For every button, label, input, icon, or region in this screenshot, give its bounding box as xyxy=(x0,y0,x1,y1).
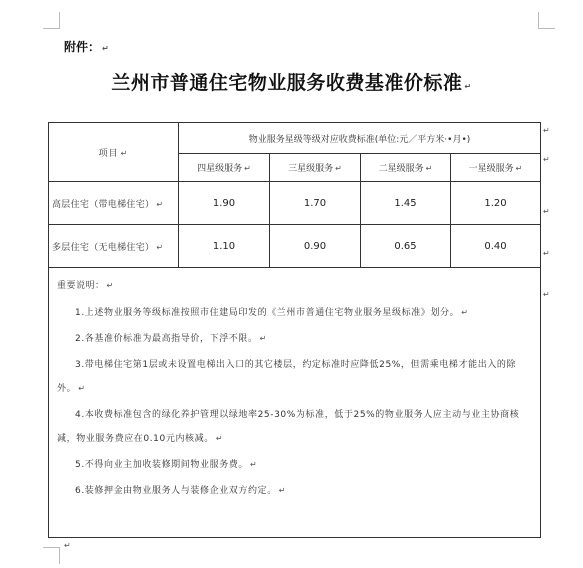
note-item xyxy=(57,453,532,477)
table-cell-star-level[interactable] xyxy=(179,154,270,182)
row-label-text: 高层住宅（带电梯住宅） xyxy=(52,199,155,210)
note-item xyxy=(57,327,532,351)
table-cell-row-label[interactable] xyxy=(49,225,179,268)
note-item xyxy=(57,301,532,325)
crop-mark-bottom-left xyxy=(43,547,60,564)
row-end-mark-icon: ↵ xyxy=(543,207,550,216)
attachment-label[interactable] xyxy=(64,38,109,55)
fee-value: 1.45 xyxy=(394,197,417,209)
crop-mark-top-right xyxy=(538,12,555,29)
note-text: 3.带电梯住宅第1层或未设置电梯出入口的其它楼层，约定标准时应降低25%，但需乘电梯才能出入的除外。 xyxy=(57,360,517,394)
note-text: 6.装修押金由物业服务人与装修企业双方约定。 xyxy=(75,486,277,496)
table-header-row xyxy=(49,123,541,154)
paragraph-mark-icon: ↵ xyxy=(425,164,433,173)
attachment-text: 附件： xyxy=(64,40,101,54)
paragraph-mark-icon: ↵ xyxy=(259,334,267,343)
note-text: 4.本收费标准包含的绿化养护管理以绿地率25-30%为标准，低于25%的物业服务人应主动与业主协商核减，物业服务费应在0.10元内核减。 xyxy=(57,410,520,444)
table-cell-value[interactable] xyxy=(451,182,541,225)
table-cell-standard-header[interactable] xyxy=(179,123,541,154)
project-header-text: 项目 xyxy=(98,148,119,159)
table-row xyxy=(49,182,541,225)
note-text: 1.上述物业服务等级标准按照市住建局印发的《兰州市普通住宅物业服务星级标准》划分。 xyxy=(75,308,460,318)
fee-value: 0.65 xyxy=(394,240,417,252)
fee-value: 1.70 xyxy=(303,197,327,209)
notes-heading-text: 重要说明： xyxy=(57,281,105,291)
table-cell-star-level[interactable] xyxy=(270,154,361,182)
paragraph-mark-icon: ↵ xyxy=(120,148,129,158)
table-cell-value[interactable] xyxy=(361,182,451,225)
document-title-text: 兰州市普通住宅物业服务收费基准价标准 xyxy=(111,72,463,94)
table-cell-notes[interactable] xyxy=(49,268,541,538)
table-cell-value[interactable] xyxy=(270,182,361,225)
paragraph-mark-icon: ↵ xyxy=(102,44,109,53)
table-row xyxy=(49,225,541,268)
row-end-mark-icon: ↵ xyxy=(543,249,550,258)
fee-value: 0.90 xyxy=(303,240,327,252)
row-end-mark-icon: ↵ xyxy=(543,155,550,164)
row-end-mark-icon: ↵ xyxy=(543,290,550,299)
paragraph-mark-icon: ↵ xyxy=(464,82,472,91)
table-cell-star-level[interactable] xyxy=(451,154,541,182)
standard-header-text: 物业服务星级等级对应收费标准(单位:元／平方米·•月•) xyxy=(248,134,471,145)
table-cell-star-level[interactable] xyxy=(361,154,451,182)
table-cell-value[interactable] xyxy=(270,225,361,268)
row-end-mark-icon: ↵ xyxy=(543,126,550,135)
fee-value: 1.10 xyxy=(212,240,236,252)
paragraph-mark-icon: ↵ xyxy=(250,460,258,469)
table-cell-row-label[interactable] xyxy=(49,182,179,225)
paragraph-mark-icon: ↵ xyxy=(78,384,86,393)
note-item xyxy=(57,353,532,401)
paragraph-mark-icon: ↵ xyxy=(244,164,251,173)
paragraph-mark-icon: ↵ xyxy=(335,164,342,173)
note-text: 2.各基准价标准为最高指导价，下浮不限。 xyxy=(75,334,258,344)
paragraph-mark-icon: ↵ xyxy=(156,242,164,252)
row-label-text: 多层住宅（无电梯住宅） xyxy=(52,242,155,253)
note-item xyxy=(57,479,532,503)
star-level-text: 一星级服务 xyxy=(468,164,514,174)
paragraph-mark-icon: ↵ xyxy=(215,434,224,443)
table-cell-project-header[interactable] xyxy=(49,123,179,182)
paragraph-mark-icon: ↵ xyxy=(106,281,114,290)
note-item xyxy=(57,403,532,451)
table-cell-value[interactable] xyxy=(179,182,270,225)
paragraph-mark-icon: ↵ xyxy=(64,541,71,550)
star-level-text: 三星级服务 xyxy=(288,164,334,174)
fee-value: 1.20 xyxy=(484,197,507,209)
table-cell-value[interactable] xyxy=(179,225,270,268)
note-text: 5.不得向业主加收装修期间物业服务费。 xyxy=(75,460,248,470)
star-level-text: 四星级服务 xyxy=(197,164,243,174)
table-cell-value[interactable] xyxy=(451,225,541,268)
fee-value: 1.90 xyxy=(212,197,236,209)
paragraph-mark-icon: ↵ xyxy=(515,164,523,173)
table-cell-value[interactable] xyxy=(361,225,451,268)
paragraph-mark-icon: ↵ xyxy=(461,308,469,317)
paragraph-mark-icon: ↵ xyxy=(156,199,164,209)
paragraph-mark-icon: ↵ xyxy=(278,486,287,495)
crop-mark-top-left xyxy=(43,12,60,29)
table-notes-row xyxy=(49,268,541,538)
notes-heading xyxy=(57,278,532,291)
fee-standard-table xyxy=(48,122,541,538)
star-level-text: 二星级服务 xyxy=(378,164,424,174)
fee-value: 0.40 xyxy=(484,240,507,252)
document-title[interactable] xyxy=(0,68,583,95)
